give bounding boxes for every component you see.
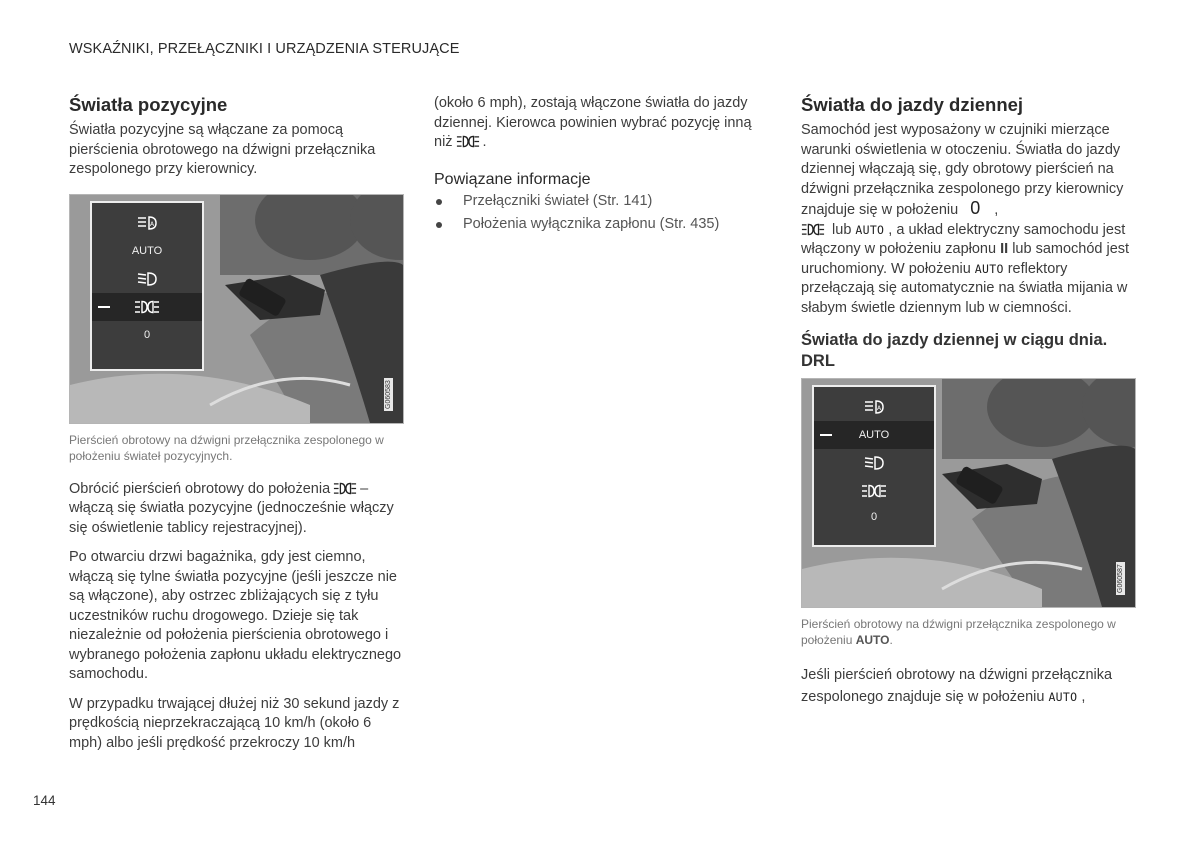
auto-symbol: AUTO [974, 261, 1004, 276]
switch-position-panel [812, 385, 936, 547]
figure-caption-1: Pierścień obrotowy na dźwigni przełącznika zespolonego w położeniu świateł pozycyjnych. [69, 432, 384, 463]
figure-caption-2: Pierścień obrotowy na dźwigni przełącznika zespolonego w położeniu AUTO. [801, 617, 1116, 647]
paragraph-rotate-ring: Obrócić pierścień obrotowy do położenia – włączą się światła pozycyjne (jednocześnie włączy się oświetlenie tablicy rejestracyjnej). [69, 480, 394, 536]
auto-symbol: AUTO [1048, 690, 1078, 704]
paragraph-sensors: Samochód jest wyposażony w czujniki mierzące warunki oświetlenia w otoczeniu. Światła do jazdy dziennej włączają się, gdy obrotowy pierścień na dźwigni przełącznika zespolonego przy kierownicy znajduje się w położeniu 0 , lub AUTO , a układ elektryczny samochodu jest włączony w położeniu zapłonu II lub samochód jest uruchomiony. W położeniu AUTO reflektory przełączają się automatycznie na światła mijania w słabym świetle dziennym lub w ciemności. [801, 122, 1130, 316]
auto-label: AUTO [131, 244, 163, 257]
related-link-light-switches[interactable]: Przełączniki świateł (Str. 141) [434, 192, 769, 212]
intro-paragraph: Światła pozycyjne są włączane za pomocą pierścienia obrotowego na dźwigni przełącznika zespolonego przy kierownicy. [69, 122, 376, 177]
off-position-label: 0 [143, 328, 151, 341]
related-link-ignition-positions[interactable]: Położenia wyłącznika zapłonu (Str. 435) [434, 215, 769, 235]
bullet-icon [436, 222, 442, 228]
position-indicator-dash [820, 434, 832, 436]
page-number: 144 [33, 793, 56, 808]
related-links-list [434, 192, 769, 235]
position-lights-icon [333, 482, 357, 495]
column-left [69, 94, 402, 763]
auto-headlight-icon [814, 393, 934, 421]
section-title-daytime-lights: Światła do jazdy dziennej [801, 94, 1024, 115]
figure-code: G060583 [385, 379, 392, 409]
auto-headlight-icon [92, 209, 202, 237]
off-position-symbol: 0 [970, 198, 981, 218]
svg-text:A: A [877, 405, 882, 412]
paragraph-speed: W przypadku trwającej dłużej niż 30 sekund jazdy z prędkością nieprzekraczającą 10 km/h (około 6 mph) albo jeśli prędkość przekroczy 10 km/h [69, 695, 400, 751]
column-right [801, 94, 1136, 718]
position-lights-icon [814, 477, 934, 505]
figure-code: G060587 [1117, 564, 1124, 593]
paragraph-continued: (około 6 mph), zostają włączone światła do jazdy dziennej. Kierowca powinien wybrać pozycję inną niż . [434, 95, 752, 150]
position-indicator-dash [98, 306, 110, 308]
section-title-position-lights: Światła pozycyjne [69, 94, 228, 115]
svg-text:A: A [150, 220, 155, 228]
page-header: WSKAŹNIKI, PRZEŁĄCZNIKI I URZĄDZENIA STERUJĄCE [69, 41, 460, 57]
switch-position-panel [90, 201, 204, 371]
off-position-label: 0 [870, 511, 878, 523]
ignition-position: II [1000, 241, 1009, 257]
subsection-title-drl: Światła do jazdy dziennej w ciągu dnia. DRL [801, 331, 1108, 370]
figure-drl [801, 378, 1136, 608]
position-lights-icon [456, 135, 480, 148]
related-info-title: Powiązane informacje [434, 170, 591, 188]
paragraph-tailgate: Po otwarciu drzwi bagażnika, gdy jest ciemno, włączą się tylne światła pozycyjne (jeśli jeszcze nie są włączone), aby ostrzec zbliżających się z tyłu uczestników ruchu drogowego. Dzieje się tak niezależnie od położenia pierścienia obrotowego i wybranego położenia zapłonu układu elektrycznego samochodu. [69, 549, 402, 682]
figure-position-lights [69, 194, 404, 424]
bullet-icon [436, 199, 442, 205]
auto-label: AUTO [814, 421, 934, 449]
auto-symbol: AUTO [855, 222, 885, 237]
position-lights-icon [801, 223, 825, 236]
paragraph-auto-position: Jeśli pierścień obrotowy na dźwigni przełącznika zespolonego znajduje się w położeniu AUTO , [801, 667, 1113, 705]
low-beam-icon [92, 265, 202, 293]
column-middle [434, 94, 769, 239]
low-beam-icon [814, 449, 934, 477]
